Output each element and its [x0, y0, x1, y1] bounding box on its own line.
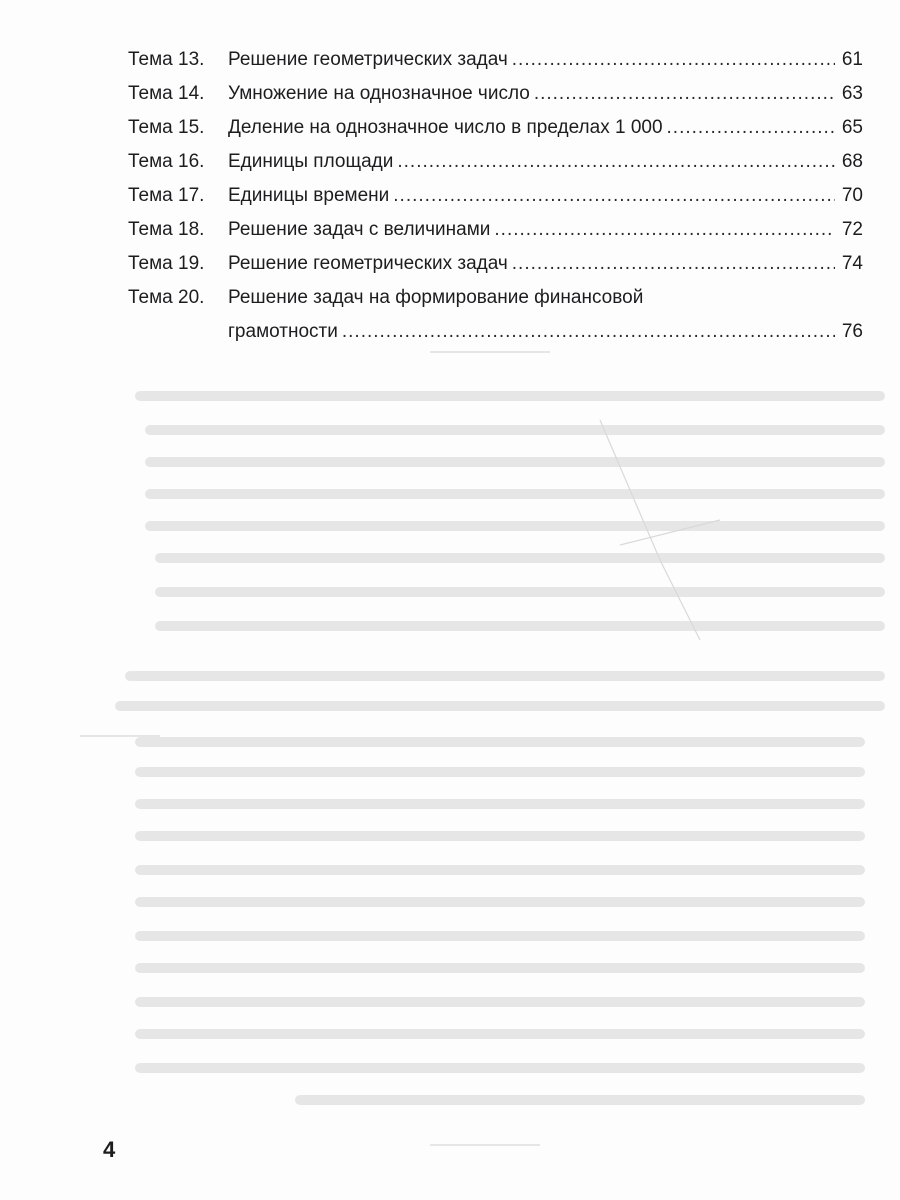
- toc-entry-page: 76: [841, 321, 863, 342]
- toc-entry-page: 74: [841, 253, 863, 274]
- toc-entry[interactable]: [128, 82, 863, 106]
- toc-entry-page: 72: [841, 219, 863, 240]
- toc-entry[interactable]: [128, 150, 863, 174]
- dot-leader: [397, 150, 835, 174]
- toc-entry-page: 65: [841, 117, 863, 138]
- toc-entry-number: Тема 13.: [128, 49, 205, 70]
- toc-entry-title: Умножение на однозначное число: [228, 83, 530, 104]
- toc-entry-number: Тема 16.: [128, 151, 205, 172]
- toc-entry[interactable]: [128, 48, 863, 72]
- dot-leader: [534, 82, 835, 106]
- toc-entry-number: Тема 19.: [128, 253, 205, 274]
- dot-leader: [512, 48, 835, 72]
- toc-entry-title: Единицы времени: [228, 185, 390, 206]
- toc-entry-page: 68: [841, 151, 863, 172]
- page-number: 4: [103, 1137, 116, 1162]
- toc-entry-title: Единицы площади: [228, 151, 394, 172]
- toc-entry-title: Решение геометрических задач: [228, 253, 508, 274]
- toc-entry-title-continuation: грамотности: [228, 321, 338, 342]
- toc-entry-number: Тема 18.: [128, 219, 205, 240]
- toc-entry-number: Тема 17.: [128, 185, 205, 206]
- dot-leader: [494, 218, 835, 242]
- toc-entry-number: Тема 15.: [128, 117, 205, 138]
- toc-entry[interactable]: [128, 184, 863, 208]
- toc-entry-title: Решение геометрических задач: [228, 49, 508, 70]
- toc-entry-title: Деление на однозначное число в пределах 1 000: [228, 117, 663, 138]
- toc-entry[interactable]: [128, 286, 863, 344]
- toc-entry-number: Тема 20.: [128, 287, 205, 308]
- toc-entry-page: 70: [841, 185, 863, 206]
- dot-leader: [393, 184, 835, 208]
- toc-entry[interactable]: [128, 252, 863, 276]
- toc-entry-page: 63: [841, 83, 863, 104]
- toc-entry-page: 61: [841, 49, 863, 70]
- toc-entry-number: Тема 14.: [128, 83, 205, 104]
- toc-entry-title: Решение задач с величинами: [228, 219, 491, 240]
- toc-entry[interactable]: [128, 116, 863, 140]
- dot-leader: [512, 252, 835, 276]
- dot-leader: [667, 116, 835, 140]
- toc-entry-title: Решение задач на формирование финансовой: [228, 287, 644, 308]
- dot-leader: [342, 320, 835, 344]
- toc-entry[interactable]: [128, 218, 863, 242]
